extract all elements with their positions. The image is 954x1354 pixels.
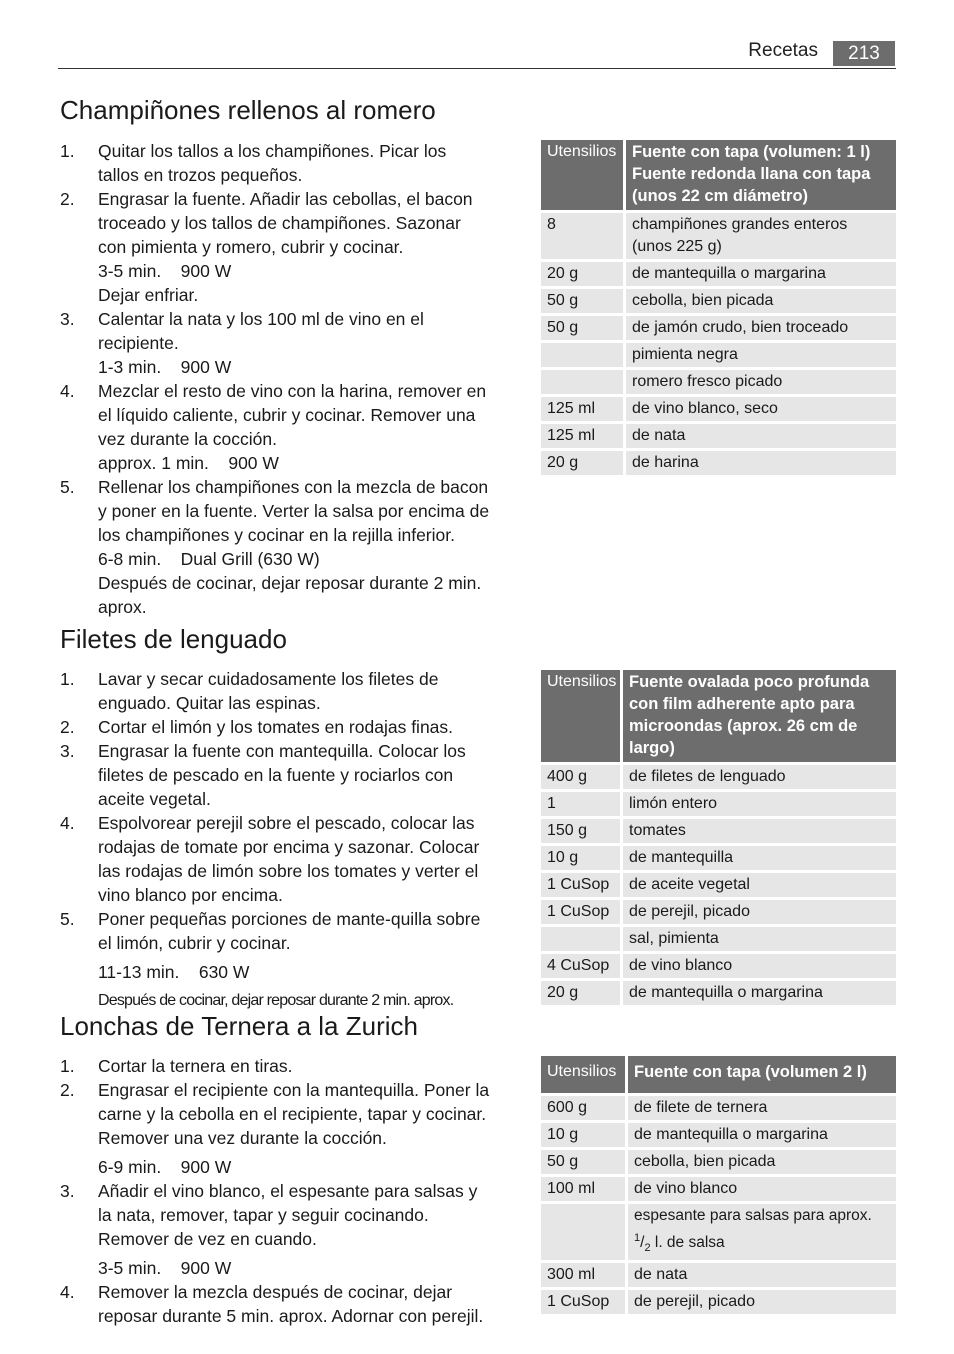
utensils-value: Fuente con tapa (volumen 2 l) — [625, 1056, 896, 1093]
fraction: $^1/_2$ — [634, 1232, 651, 1255]
table-row: 8 champiñones grandes enteros (unos 225 g) — [541, 213, 896, 259]
table-row: 1 CuSop de perejil, picado — [541, 900, 896, 924]
table-row: 50 g de jamón crudo, bien troceado — [541, 316, 896, 340]
cook-setting: 11-13 min. 630 W — [98, 962, 250, 982]
step: 4. Remover la mezcla después de cocinar, dejar reposar durante 5 min. aprox. Adornar con perejil. — [60, 1282, 484, 1326]
table-row: 1 CuSop de perejil, picado — [541, 1290, 896, 1314]
cook-setting: 1-3 min. 900 W — [98, 357, 232, 377]
step: 4. Espolvorear perejil sobre el pescado, colocar las rodajas de tomate por encima y sazonar. Colocar las rodajas de limón sobre los tomates y verter el vino blanco por encima. — [60, 813, 480, 905]
table-row: 20 g de mantequilla o margarina — [541, 981, 896, 1005]
table-row: 125 ml de nata — [541, 424, 896, 448]
cook-setting: approx. 1 min. 900 W — [98, 453, 279, 473]
cook-setting: 3-5 min. 900 W — [98, 261, 232, 281]
cook-setting: 6-9 min. 900 W — [98, 1157, 232, 1177]
table-row: 10 g de mantequilla — [541, 846, 896, 870]
utensils-label: Utensilios — [541, 1056, 625, 1093]
header-divider — [58, 68, 896, 69]
table-row: sal, pimienta — [541, 927, 896, 951]
step: 2. Engrasar la fuente. Añadir las cebollas, el bacon troceado y los tallos de champiñones. Sazonar con pimienta y romero, cubrir y cocinar. 3-5 min. 900 W Dejar enfriar. — [60, 187, 490, 307]
table-row: 100 ml de vino blanco — [541, 1177, 896, 1201]
table-header — [541, 140, 896, 210]
step: 3. Añadir el vino blanco, el espesante para salsas y la nata, remover, tapar y seguir cocinando. Remover de vez en cuando. 3-5 min. 900 W — [60, 1179, 490, 1280]
table-header — [541, 670, 896, 762]
recipe-steps — [60, 1054, 490, 1328]
table-row: espesante para salsas para aprox. $^1/_2$ l. de salsa — [541, 1204, 896, 1260]
table-row: 150 g tomates — [541, 819, 896, 843]
table-row: 600 g de filete de ternera — [541, 1096, 896, 1120]
table-row: 50 g cebolla, bien picada — [541, 1150, 896, 1174]
table-row: 50 g cebolla, bien picada — [541, 289, 896, 313]
recipe-steps — [60, 667, 490, 1013]
recipe-title: Filetes de lenguado — [60, 624, 287, 654]
table-row: 300 ml de nata — [541, 1263, 896, 1287]
table-row: 1 CuSop de aceite vegetal — [541, 873, 896, 897]
step: 1. Cortar la ternera en tiras. — [60, 1056, 293, 1076]
table-row: romero fresco picado — [541, 370, 896, 394]
step: 3. Calentar la nata y los 100 ml de vino en el recipiente. 1-3 min. 900 W — [60, 307, 490, 379]
utensils-value: Fuente ovalada poco profunda con film adherente apto para microondas (aprox. 26 cm de largo) — [620, 670, 896, 762]
step: 5. Poner pequeñas porciones de mante-quilla sobre el limón, cubrir y cocinar. 11-13 min. 630 W Después de cocinar, dejar reposar durante 2 min. aprox. — [60, 907, 490, 1013]
table-row: pimienta negra — [541, 343, 896, 367]
table-row: 20 g de mantequilla o margarina — [541, 262, 896, 286]
step: 4. Mezclar el resto de vino con la harina, remover en el líquido caliente, cubrir y cocinar. Remover una vez durante la cocción. approx. 1 min. 900 W — [60, 379, 490, 475]
step: 5. Rellenar los champiñones con la mezcla de bacon y poner en la fuente. Verter la salsa por encima de los champiñones y cocinar en la rejilla inferior. 6-8 min. Dual Grill (630 W) Después de cocinar, dejar reposar durante 2 min. aprox. — [60, 477, 490, 617]
step: 3. Engrasar la fuente con mantequilla. Colocar los filetes de pescado en la fuente y rociarlos con aceite vegetal. — [60, 741, 466, 809]
utensils-value: Fuente con tapa (volumen: 1 l) Fuente redonda llana con tapa (unos 22 cm diámetro) — [623, 140, 896, 210]
recipe-title: Champiñones rellenos al romero — [60, 95, 436, 125]
recipe-steps — [60, 139, 490, 619]
step: 1. Quitar los tallos a los champiñones. Picar los tallos en trozos pequeños. — [60, 141, 447, 185]
recipe-title: Lonchas de Ternera a la Zurich — [60, 1011, 418, 1041]
table-row: 4 CuSop de vino blanco — [541, 954, 896, 978]
table-header — [541, 1056, 896, 1093]
table-row: 125 ml de vino blanco, seco — [541, 397, 896, 421]
ingredients-table — [541, 667, 896, 1008]
step: 2. Engrasar el recipiente con la mantequilla. Poner la carne y la cebolla en el recipiente, tapar y cocinar. Remover una vez durante la cocción. 6-9 min. 900 W — [60, 1080, 490, 1177]
ingredients-table — [541, 137, 896, 478]
cook-setting: 6-8 min. Dual Grill (630 W) — [98, 549, 320, 569]
table-row: 1 limón entero — [541, 792, 896, 816]
table-row: 400 g de filetes de lenguado — [541, 765, 896, 789]
table-row: 20 g de harina — [541, 451, 896, 475]
table-row: 10 g de mantequilla o margarina — [541, 1123, 896, 1147]
step: 1. Lavar y secar cuidadosamente los filetes de enguado. Quitar las espinas. — [60, 669, 439, 713]
step: 2. Cortar el limón y los tomates en rodajas finas. — [60, 717, 454, 737]
cook-setting: 3-5 min. 900 W — [98, 1258, 232, 1278]
ingredients-table — [541, 1053, 896, 1317]
section-label: Recetas — [748, 40, 818, 61]
utensils-label: Utensilios — [541, 140, 623, 210]
utensils-label: Utensilios — [541, 670, 620, 762]
page-number: 213 — [833, 41, 895, 66]
